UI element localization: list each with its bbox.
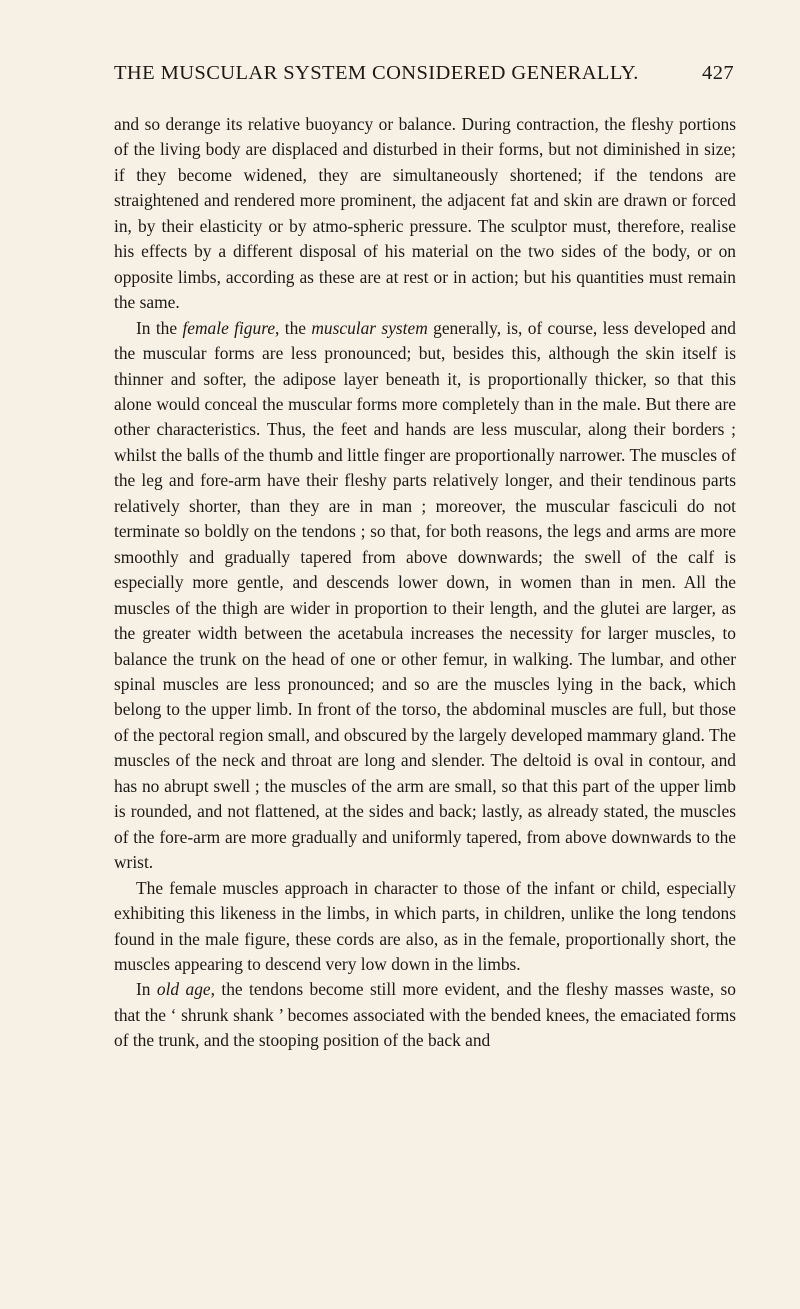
old-age-italic: old age bbox=[156, 979, 211, 1000]
running-title: THE MUSCULAR SYSTEM CONSIDERED GENERALLY. bbox=[114, 62, 639, 84]
paragraph-4-rest: , the tendons become still more evident, and the fleshy masses waste, so that the ‘ shrunk shank ’ becomes associated with the bended knees, the emaciated forms of the trunk, and the stooping position of the back and bbox=[114, 979, 736, 1051]
page-number: 427 bbox=[702, 62, 734, 84]
muscular-system-italic: muscular system bbox=[311, 317, 428, 338]
body-text bbox=[114, 112, 736, 1054]
paragraph-2-rest: generally, is, of course, less developed and the muscular forms are less pronounced; but, besides this, although the skin itself is thinner and softer, the adipose layer beneath it, is proportionally thicker, so that this alone would conceal the muscular forms more completely than in the male. But there are other characteristics. Thus, the feet and hands are less muscular, along their borders ; whilst the balls of the thumb and little finger are proportionally narrower. The muscles of the leg and fore-arm have their fleshy parts relatively longer, and their tendinous parts relatively shorter, than they are in man ; moreover, the muscular fasciculi do not terminate so boldly on the tendons ; so that, for both reasons, the legs and arms are more smoothly and gradually tapered from above downwards; the swell of the calf is especially more gentle, and descends lower down, in women than in men. All the muscles of the thigh are wider in proportion to their length, and the glutei are larger, as the greater width between the acetabula increases the necessity for larger muscles, to balance the trunk on the head of one or other femur, in walking. The lumbar, and other spinal muscles are less pronounced; and so are the muscles lying in the back, which belong to the upper limb. In front of the torso, the abdominal muscles are full, but those of the pectoral region small, and obscured by the largely developed mammary gland. The muscles of the neck and throat are long and slender. The deltoid is oval in contour, and has no abrupt swell ; the muscles of the arm are small, so that this part of the upper limb is rounded, and not flattened, at the sides and back; lastly, as already stated, the muscles of the fore-arm are more gradually and uniformly tapered, from above downwards to the wrist. bbox=[114, 317, 736, 873]
paragraph-2 bbox=[114, 316, 736, 876]
paragraph-4-lead: In bbox=[136, 979, 157, 1000]
paragraph-3: The female muscles approach in character to those of the infant or child, especially exhibiting this likeness in the limbs, in which parts, in children, unlike the long tendons found in the male figure, these cords are also, as in the female, proportionally short, the muscles appearing to descend very low down in the limbs. bbox=[114, 877, 736, 974]
female-figure-italic: female figure bbox=[182, 317, 276, 338]
paragraph-4 bbox=[114, 977, 736, 1053]
paragraph-2-mid: , the bbox=[275, 317, 312, 338]
page-header bbox=[114, 62, 734, 92]
paragraph-2-lead: In the bbox=[136, 317, 183, 338]
paragraph-1: and so derange its relative buoyancy or balance. During contraction, the fleshy portions of the living body are displaced and disturbed in their forms, but not diminished in size; if they become widened, they are simultaneously shortened; if the tendons are straightened and rendered more prominent, the adjacent fat and skin are drawn or forced in, by their elasticity or by atmo-spheric pressure. The sculptor must, therefore, realise his effects by a different disposal of his material on the two sides of the body, or on opposite limbs, according as these are at rest or in action; but his quantities must remain the same. bbox=[114, 114, 736, 313]
